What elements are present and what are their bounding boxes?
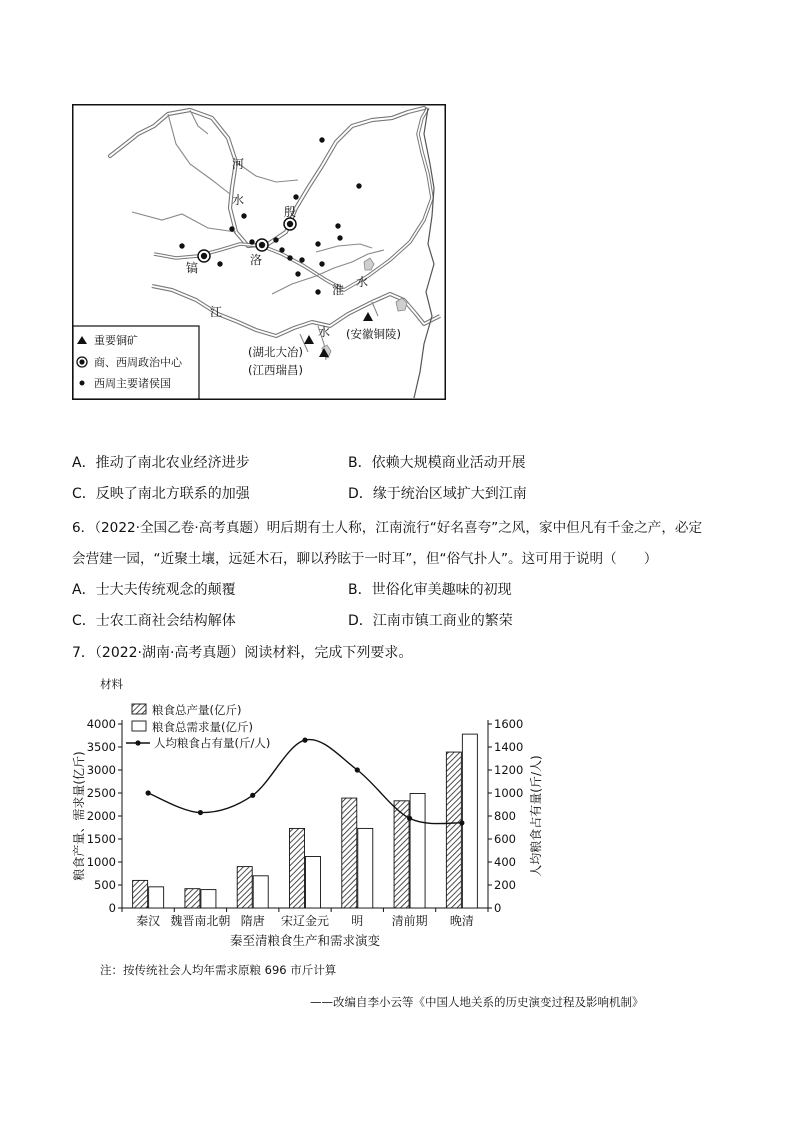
- category-label: 魏晋南北朝: [170, 914, 231, 928]
- bar-production: [237, 867, 252, 908]
- per-capita-point: [250, 793, 255, 798]
- vassal-dot: [217, 261, 222, 266]
- vassal-dot: [295, 271, 300, 276]
- vassal-dot: [335, 223, 340, 228]
- vassal-dot: [279, 247, 284, 252]
- legend-demand: 粮食总需求量(亿斤): [152, 720, 253, 734]
- bar-production: [446, 752, 461, 908]
- vassal-dot: [241, 213, 246, 218]
- label-hao: 镐: [186, 261, 199, 275]
- vassal-dot: [315, 241, 320, 246]
- per-capita-point: [355, 767, 360, 772]
- bar-demand: [149, 887, 164, 908]
- y2-tick-label: 1200: [494, 763, 524, 777]
- y2-tick-label: 1600: [494, 717, 524, 731]
- q5-option-b: B．依赖大规模商业活动开展: [348, 455, 526, 471]
- label-shui2: 水: [356, 275, 369, 289]
- q6-option-b: B．世俗化审美趣味的初现: [348, 582, 512, 598]
- q6-option-d: D．江南市镇工商业的繁荣: [348, 613, 513, 629]
- label-shui3: 水: [318, 325, 331, 339]
- label-jiangxi: (江西瑞昌): [248, 363, 303, 377]
- y-axis-label: 粮食产量、需求量(亿斤): [72, 751, 86, 881]
- q6-option-c: C．士农工商社会结构解体: [72, 613, 236, 629]
- label-shui1: 水: [232, 193, 245, 207]
- vassal-dot: [319, 137, 324, 142]
- legend-production-swatch: [132, 704, 146, 714]
- label-huai: 淮: [332, 283, 345, 297]
- y-tick-label: 1500: [86, 832, 116, 846]
- legend-vassal-icon: [80, 381, 85, 386]
- bar-demand: [253, 876, 268, 908]
- category-label: 秦汉: [136, 914, 161, 928]
- y2-tick-label: 1400: [494, 740, 524, 754]
- q6-option-a: A．士大夫传统观念的颠覆: [72, 582, 236, 598]
- legend-copper: 重要铜矿: [94, 334, 138, 347]
- y-tick-label: 2500: [86, 786, 116, 800]
- legend-demand-swatch: [132, 721, 146, 731]
- bar-demand: [358, 828, 373, 908]
- y2-tick-label: 1000: [494, 786, 524, 800]
- chart-title: 秦至清粮食生产和需求演变: [229, 933, 381, 948]
- q5-option-c: C．反映了南北方联系的加强: [72, 486, 250, 502]
- q5-option-d: D．缘于统治区域扩大到江南: [348, 486, 527, 502]
- y-tick-label: 3000: [86, 763, 116, 777]
- q7-stem: 7．（2022·湖南·高考真题）阅读材料，完成下列要求。: [72, 645, 413, 661]
- y-tick-label: 4000: [86, 717, 116, 731]
- per-capita-point: [459, 820, 464, 825]
- per-capita-point: [407, 816, 412, 821]
- category-label: 清前期: [391, 914, 428, 928]
- vassal-dot: [287, 255, 292, 260]
- vassal-dot: [273, 237, 278, 242]
- category-label: 隋唐: [240, 914, 265, 928]
- label-he: 河: [232, 157, 245, 171]
- label-anhui: (安徽铜陵): [346, 327, 401, 341]
- label-luo: 洛: [250, 253, 263, 267]
- vassal-dot: [315, 289, 320, 294]
- vassal-dot: [249, 239, 254, 244]
- y-tick-label: 3500: [86, 740, 116, 754]
- legend-per-capita: 人均粮食占有量(斤/人): [154, 736, 271, 750]
- y-tick-label: 2000: [86, 809, 116, 823]
- bar-production: [342, 798, 357, 908]
- label-hubei: (湖北大冶): [248, 345, 303, 359]
- y2-tick-label: 0: [494, 901, 502, 915]
- category-label: 晚清: [449, 914, 474, 928]
- legend-center: 商、西周政治中心: [94, 356, 182, 369]
- q6-stem-line1: 6．（2022·全国乙卷·高考真题）明后期有士人称，江南流行“好名喜夸”之风，家中但凡有千金之产，必定: [72, 520, 703, 536]
- y-tick-label: 500: [94, 878, 116, 892]
- chart-source: ——改编自李小云等《中国人地关系的历史演变过程及影响机制》: [310, 995, 644, 1009]
- bar-demand: [306, 856, 321, 908]
- grain-chart: [70, 672, 543, 984]
- y2-tick-label: 400: [494, 855, 516, 869]
- label-yin: 殷: [284, 205, 297, 219]
- y2-axis-label: 人均粮食占有量(斤/人): [529, 755, 543, 877]
- per-capita-point: [198, 810, 203, 815]
- bar-production: [185, 889, 200, 908]
- vassal-dot: [337, 235, 342, 240]
- y2-tick-label: 200: [494, 878, 516, 892]
- q5-option-a: A．推动了南北农业经济进步: [72, 455, 250, 471]
- label-jiang: 江: [210, 305, 223, 319]
- chart-note: 注：按传统社会人均年需求原粮 696 市斤计算: [100, 963, 337, 977]
- legend-vassal: 西周主要诸侯国: [94, 377, 171, 390]
- material-label: 材料: [100, 677, 123, 691]
- bar-demand: [462, 734, 477, 908]
- bar-demand: [410, 793, 425, 908]
- y2-tick-label: 600: [494, 832, 516, 846]
- vassal-dot: [319, 261, 324, 266]
- y-tick-label: 0: [108, 901, 116, 915]
- y-tick-label: 1000: [86, 855, 116, 869]
- map-figure: [72, 104, 446, 400]
- category-label: 宋辽金元: [280, 914, 330, 928]
- bar-demand: [201, 890, 216, 908]
- map-legend: [73, 326, 199, 399]
- vassal-dot: [299, 257, 304, 262]
- vassal-dot: [229, 226, 234, 231]
- vassal-dot: [356, 183, 361, 188]
- y2-tick-label: 800: [494, 809, 516, 823]
- per-capita-point: [146, 790, 151, 795]
- q6-stem-line2: 会营建一园，“近聚土壤，远延木石，聊以矜眩于一时耳”，但“俗气扑人”。这可用于说明（ ）: [72, 551, 658, 567]
- vassal-dot: [179, 243, 184, 248]
- legend-line-marker: [135, 740, 140, 745]
- vassal-dot: [293, 194, 298, 199]
- per-capita-point: [302, 738, 307, 743]
- category-label: 明: [351, 914, 364, 928]
- bar-production: [133, 880, 148, 908]
- legend-production: 粮食总产量(亿斤): [152, 703, 242, 717]
- bar-production: [290, 828, 305, 908]
